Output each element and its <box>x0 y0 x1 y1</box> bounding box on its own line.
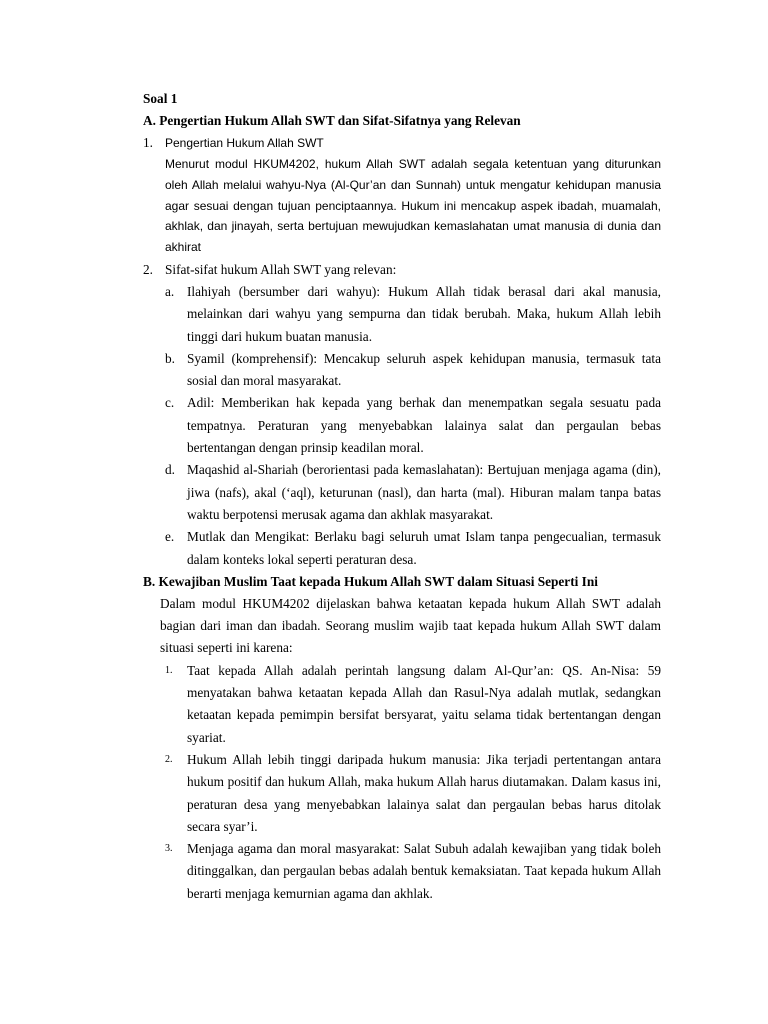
item-2-number: 2. <box>143 261 153 277</box>
list-item-text: Syamil (komprehensif): Mencakup seluruh aspek kehidupan manusia, termasuk tata sosial dan moral masyarakat. <box>187 350 661 389</box>
list-marker: d. <box>165 462 175 478</box>
section-a-heading: A. Pengertian Hukum Allah SWT dan Sifat-Sifatnya yang Relevan <box>143 113 521 128</box>
list-marker: 3. <box>165 843 173 855</box>
item-1-title: Pengertian Hukum Allah SWT <box>165 136 324 150</box>
item-1-number: 1. <box>143 135 153 150</box>
list-marker: e. <box>165 529 175 545</box>
section-b-intro: Dalam modul HKUM4202 dijelaskan bahwa ketaatan kepada hukum Allah SWT adalah bagian dari iman dan ibadah. Seorang muslim wajib taat kepada hukum Allah SWT dalam situasi seperti ini karena: <box>160 595 661 656</box>
list-item-text: Taat kepada Allah adalah perintah langsung dalam Al-Qur’an: QS. An-Nisa: 59 menyatakan bahwa ketaatan kepada Allah dan Rasul-Nya adalah mutlak, sedangkan ketaatan kepada pemimpin bersifat bersyarat, yaitu selama tidak bertentangan dengan syariat. <box>187 662 661 745</box>
list-marker: 1. <box>165 664 173 676</box>
list-item <box>165 526 661 571</box>
list-item-text: Ilahiyah (bersumber dari wahyu): Hukum Allah tidak berasal dari akal manusia, melainkan dari wahyu yang sempurna dan tidak berubah. Maka, hukum Allah lebih tinggi dari hukum buatan manusia. <box>187 283 661 344</box>
list-item-text: Menjaga agama dan moral masyarakat: Salat Subuh adalah kewajiban yang tidak boleh ditinggalkan, dan pergaulan bebas adalah bentuk kemaksiatan. Taat kepada hukum Allah berarti menjaga kemurnian agama dan akhlak. <box>187 841 661 901</box>
section-a-item-1 <box>143 132 661 154</box>
section-a-item-2 <box>143 259 661 281</box>
item-2-title: Sifat-sifat hukum Allah SWT yang relevan: <box>165 261 397 277</box>
list-item <box>165 838 661 905</box>
list-item <box>165 392 661 459</box>
list-item <box>165 749 661 838</box>
list-item-text: Mutlak dan Mengikat: Berlaku bagi seluruh umat Islam tanpa pengecualian, termasuk dalam konteks lokal seperti peraturan desa. <box>187 529 661 567</box>
list-item-text: Hukum Allah lebih tinggi daripada hukum manusia: Jika terjadi pertentangan antara hukum positif dan hukum Allah, maka hukum Allah harus diutamakan. Dalam kasus ini, peraturan desa yang menyebabkan lalainya salat dan pergaulan bebas harus ditolak secara syar’i. <box>187 751 661 834</box>
item-1-body: Menurut modul HKUM4202, hukum Allah SWT adalah segala ketentuan yang diturunkan oleh Allah melalui wahyu-Nya (Al-Qur’an dan Sunnah) untuk mengatur kehidupan manusia agar sesuai dengan tujuan penciptaannya. Hukum ini mencakup aspek ibadah, muamalah, akhlak, dan jinayah, serta bertujuan mewujudkan kemaslahatan umat manusia di dunia dan akhirat <box>165 157 661 255</box>
list-marker: a. <box>165 283 175 299</box>
list-marker: 2. <box>165 753 173 765</box>
kewajiban-list <box>165 660 661 905</box>
document-page <box>143 88 661 905</box>
section-b-heading: B. Kewajiban Muslim Taat kepada Hukum Allah SWT dalam Situasi Seperti Ini <box>143 573 598 589</box>
list-item <box>165 459 661 526</box>
list-item <box>165 281 661 348</box>
list-item-text: Adil: Memberikan hak kepada yang berhak dan menempatkan segala sesuatu pada tempatnya. Peraturan yang menyebabkan lalainya salat dan pergaulan bebas bertentangan dengan prinsip keadilan moral. <box>187 395 661 456</box>
list-item <box>165 348 661 393</box>
list-item <box>165 660 661 749</box>
list-item-text: Maqashid al-Shariah (berorientasi pada kemaslahatan): Bertujuan menjaga agama (din), jiwa (nafs), akal (‘aql), keturunan (nasl), dan harta (mal). Hiburan malam tanpa batas waktu berpotensi merusak agama dan akhlak masyarakat. <box>187 462 661 522</box>
list-marker: c. <box>165 395 175 411</box>
sifat-list <box>165 281 661 571</box>
soal-title: Soal 1 <box>143 91 178 106</box>
list-marker: b. <box>165 350 175 366</box>
